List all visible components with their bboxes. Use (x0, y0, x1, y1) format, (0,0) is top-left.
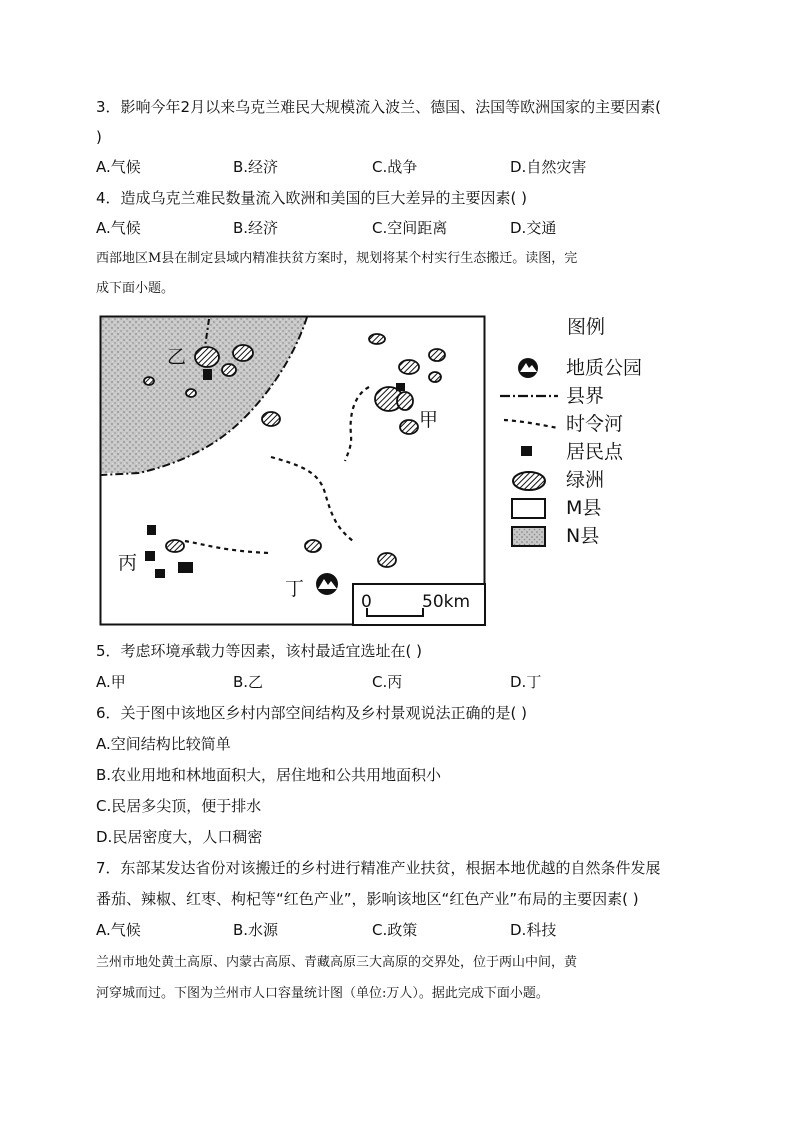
geopark-icon (316, 573, 338, 595)
q4-option-c: C.空间距离 (372, 219, 448, 237)
intro2-line1: 兰州市地处黄土高原、内蒙古高原、青藏高原三大高原的交界处，位于两山中间，黄 (96, 955, 578, 970)
q6-option-c: C.民居多尖顶，便于排水 (96, 797, 262, 815)
residential-legend-icon (520, 444, 534, 458)
legend-m-county: M县 (566, 497, 602, 519)
legend-title: 图例 (567, 316, 606, 338)
county-boundary-legend-icon (498, 390, 560, 402)
q5-option-c: C.丙 (372, 673, 403, 691)
intro2-line2: 河穿城而过。下图为兰州市人口容量统计图（单位:万人）。据此完成下面小题。 (96, 986, 549, 1001)
q4-option-d: D.交通 (510, 219, 557, 237)
q5-option-a: A.甲 (96, 673, 126, 691)
oasis (262, 412, 280, 426)
q7-option-a: A.气候 (96, 921, 141, 939)
geopark-legend-icon (516, 356, 540, 380)
seasonal-river-1 (345, 387, 369, 461)
q4-stem: 4．造成乌克兰难民数量流入欧洲和美国的巨大差异的主要因素( ) (96, 189, 528, 207)
legend-geopark: 地质公园 (566, 357, 643, 379)
scale-distance: 50km (422, 592, 471, 612)
residential-point (178, 562, 193, 573)
q7-option-b: B.水源 (233, 921, 279, 939)
legend-county-boundary: 县界 (566, 385, 605, 407)
oasis (144, 377, 154, 385)
q7-option-c: C.政策 (372, 921, 418, 939)
oasis (400, 420, 418, 434)
oasis (399, 360, 419, 374)
oasis (429, 372, 441, 382)
seasonal-river-3 (185, 541, 269, 553)
q4-option-b: B.经济 (233, 219, 279, 237)
q3-stem-line2: ) (96, 128, 102, 146)
legend-oasis: 绿洲 (566, 469, 605, 491)
oasis (305, 540, 321, 552)
oasis (369, 334, 385, 344)
legend-residential: 居民点 (566, 441, 624, 463)
q5-option-b: B.乙 (233, 673, 264, 691)
q4-option-a: A.气候 (96, 219, 141, 237)
map-label-ding: 丁 (285, 578, 305, 600)
n-county-legend-icon (511, 526, 547, 548)
q7-option-d: D.科技 (510, 921, 557, 939)
oasis (233, 345, 253, 361)
q6-option-d: D.民居密度大，人口稠密 (96, 828, 263, 846)
scale-zero: 0 (361, 592, 372, 612)
q7-stem-line2: 番茄、辣椒、红枣、枸杞等“红色产业”，影响该地区“红色产业”布局的主要因素( ) (96, 890, 639, 908)
q3-option-c: C.战争 (372, 158, 418, 176)
oasis (166, 540, 184, 552)
seasonal-river-2 (271, 457, 353, 541)
map-label-yi: 乙 (167, 346, 187, 368)
intro1-line1: 西部地区M县在制定县域内精准扶贫方案时，规划将某个村实行生态搬迁。读图，完 (96, 251, 578, 266)
q3-option-b: B.经济 (233, 158, 279, 176)
legend-seasonal-river: 时令河 (566, 413, 624, 435)
map-label-jia: 甲 (419, 409, 439, 431)
m-county-legend-icon (511, 498, 547, 520)
q5-stem: 5．考虑环境承载力等因素，该村最适宜选址在( ) (96, 642, 423, 660)
residential-point (396, 383, 405, 391)
q5-option-d: D.丁 (510, 673, 542, 691)
residential-point (155, 569, 165, 578)
oasis (186, 389, 196, 397)
oasis (378, 553, 396, 567)
residential-point (203, 369, 212, 380)
q3-option-a: A.气候 (96, 158, 141, 176)
q6-option-a: A.空间结构比较简单 (96, 735, 231, 753)
oasis (429, 349, 445, 361)
seasonal-river-legend-icon (502, 417, 560, 431)
oasis-legend-icon (510, 469, 548, 493)
oasis (195, 347, 219, 367)
oasis (222, 364, 236, 376)
residential-point (145, 551, 155, 561)
q6-option-b: B.农业用地和林地面积大，居住地和公共用地面积小 (96, 766, 442, 784)
q3-option-d: D.自然灾害 (510, 158, 587, 176)
intro1-line2: 成下面小题。 (96, 281, 175, 296)
residential-point (147, 525, 156, 535)
map-label-bing: 丙 (118, 552, 138, 574)
q6-stem: 6．关于图中该地区乡村内部空间结构及乡村景观说法正确的是( ) (96, 704, 528, 722)
legend-n-county: N县 (566, 525, 600, 547)
oasis (397, 392, 413, 410)
q3-stem-line1: 3．影响今年2月以来乌克兰难民大规模流入波兰、德国、法国等欧洲国家的主要因素( (96, 98, 661, 116)
q7-stem-line1: 7．东部某发达省份对该搬迁的乡村进行精准产业扶贫，根据本地优越的自然条件发展 (96, 859, 661, 877)
